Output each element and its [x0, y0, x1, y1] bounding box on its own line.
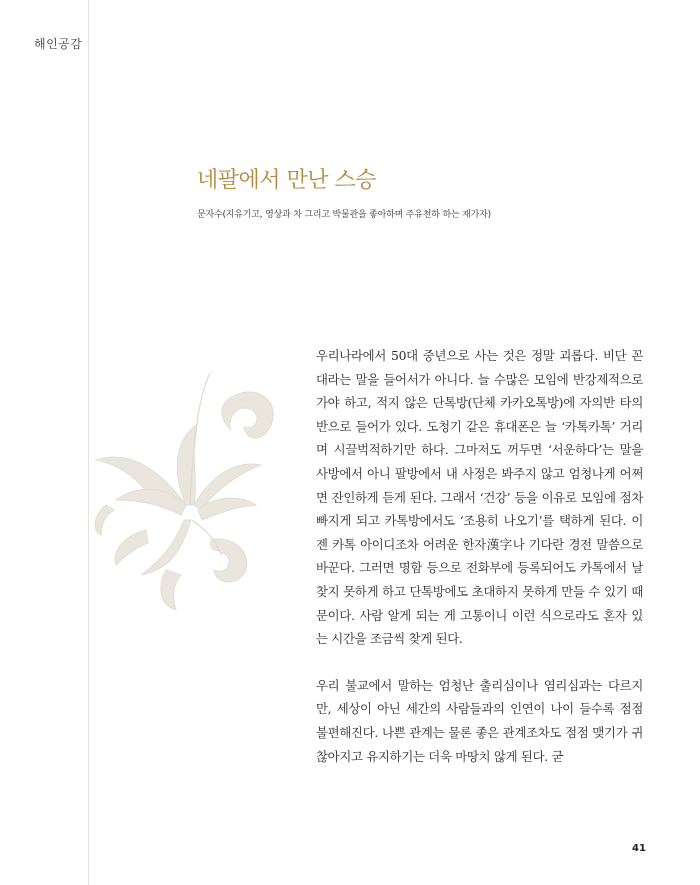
lotus-floral-ornament-icon [86, 355, 286, 615]
article-title: 네팔에서 만난 스승 [197, 168, 377, 193]
article-paragraph: 우리 불교에서 말하는 엄청난 출리심이나 염리심과는 다르지만, 세상이 아닌 세간의 사람들과의 인연이 나이 들수록 점점 불편해진다. 나쁜 관계는 물론 좋은 관계조차도 점점 맺기가 귀찮아지고 유지하기는 더욱 마땅치 않게 된다. 굳 [316, 677, 643, 764]
article-paragraph: 우리나라에서 50대 중년으로 사는 것은 정말 괴롭다. 비단 꼰대라는 말을 들어서가 아니다. 늘 수많은 모임에 반강제적으로 가야 하고, 적지 않은 단톡방(단체 카카오톡방)에 자의반 타의반으로 들어가 있다. 도청기 같은 휴대폰은 늘 ‘카톡카톡’ 거리며 시끌벅적하기만 하다. 그마저도 꺼두면 ‘서운하다’는 말을 사방에서 아니 팔방에서 내 사정은 봐주지 않고 엄청나게 어쩌면 잔인하게 듣게 된다. 그래서 ‘건강’ 등을 이유로 모임에 점차 빠지게 되고 카톡방에서도 ‘조용히 나오기’를 택하게 된다. 이젠 카톡 아이디조차 어려운 한자漢字나 기다란 경전 말씀으로 바꾼다. 그러면 명함 등으로 전화부에 등록되어도 카톡에서 날 찾지 못하게 하고 단톡방에도 초대하지 못하게 만들 수 있기 때문이다. 사람 알게 되는 게 고통이니 이런 식으로라도 혼자 있는 시간을 조금씩 찾게 된다. [316, 348, 643, 647]
page-number: 41 [632, 843, 646, 854]
article-body [316, 344, 643, 791]
running-header: 해인공감 [34, 37, 83, 51]
article-byline: 문자수(지유기고, 영상과 차 그리고 박물관을 좋아하며 주유천하 하는 재가자) [197, 210, 491, 220]
